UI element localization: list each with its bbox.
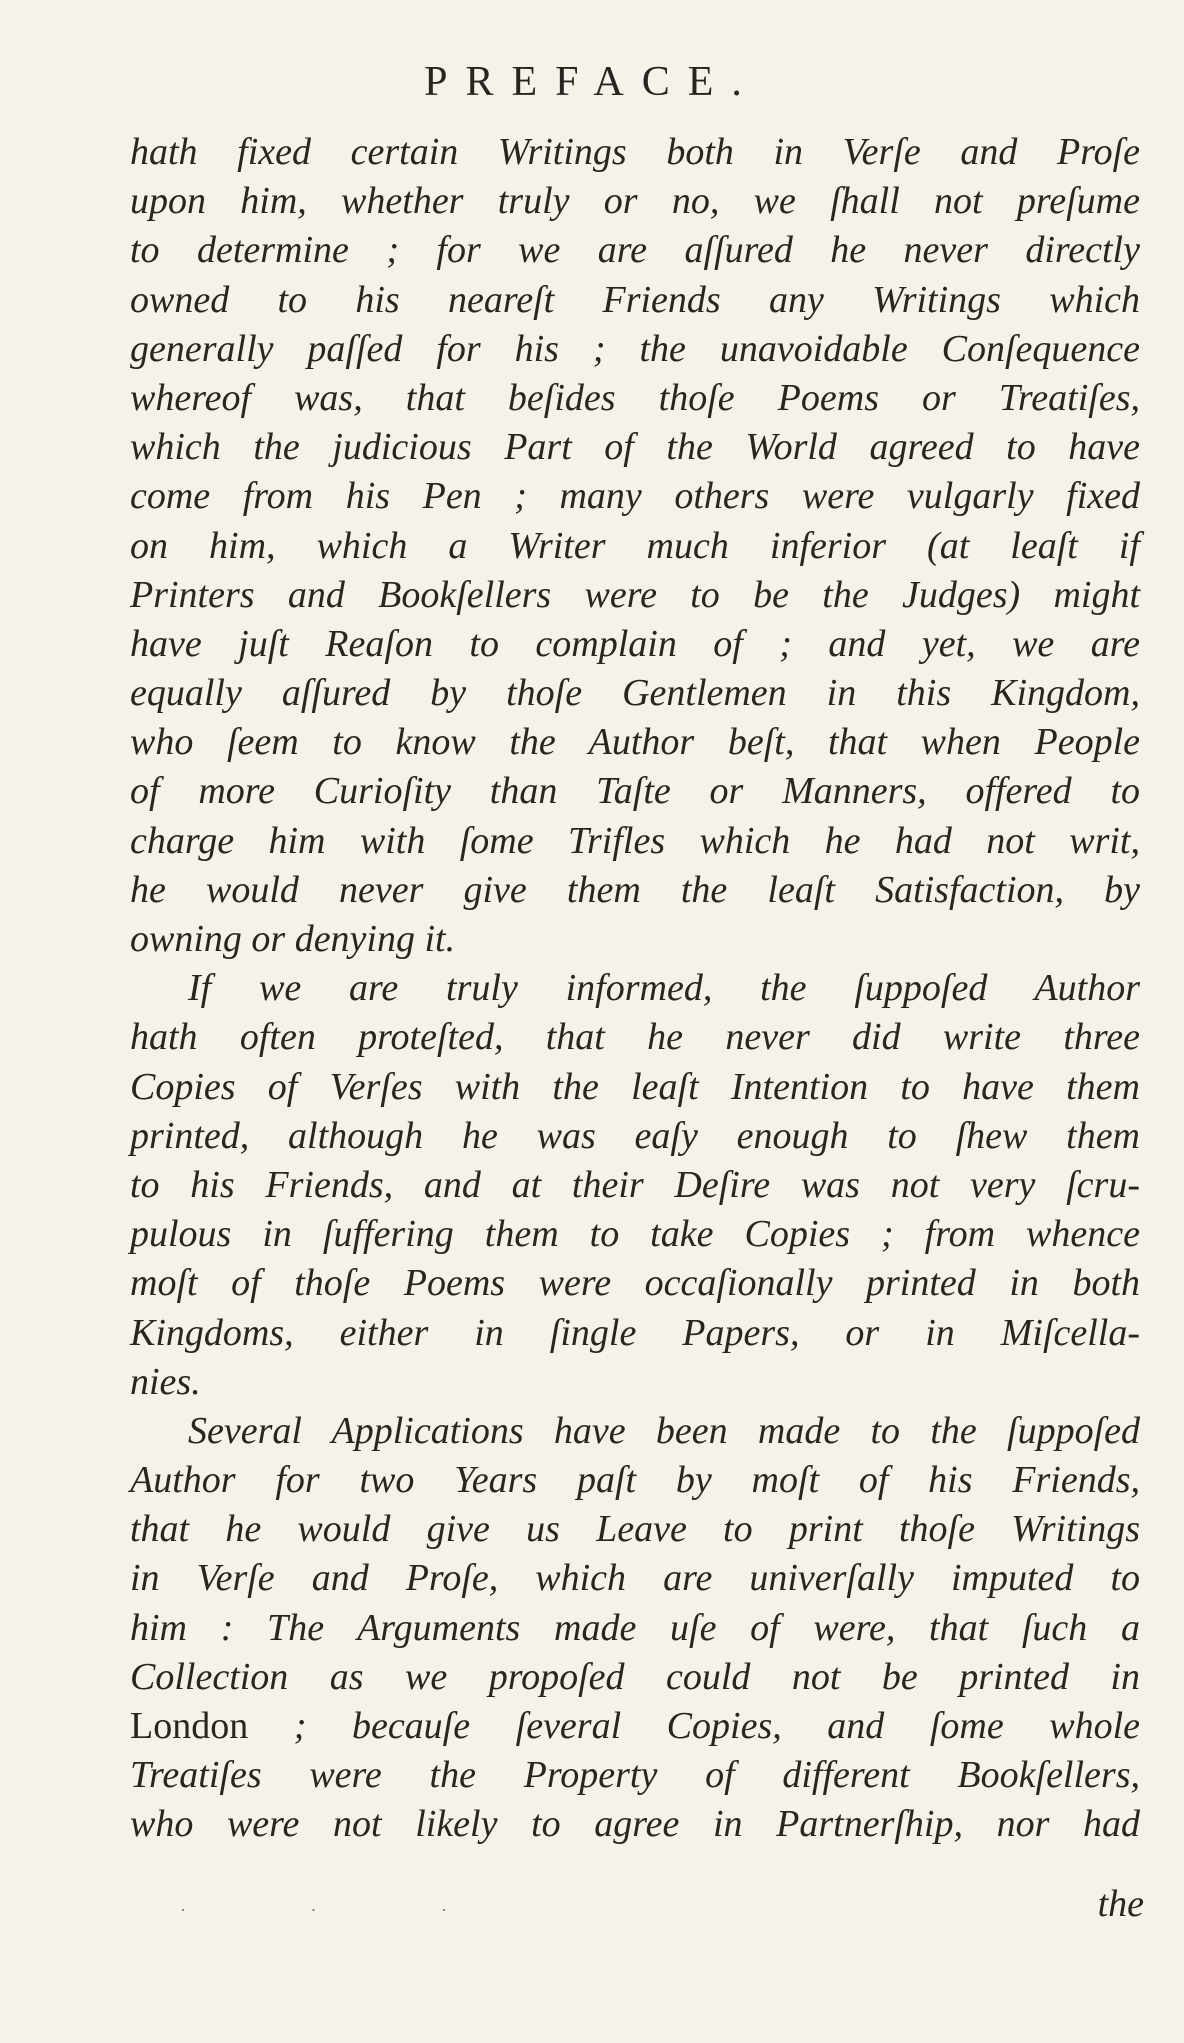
text-line: Author for two Years paſt by moſt of his Friends,: [130, 1459, 1140, 1502]
text-line: to his Friends, and at their Deſire was not very ſcru-: [130, 1163, 1140, 1206]
text-line: to determine ; for we are aſſured he never directly: [130, 229, 1140, 272]
text-line: owned to his neareſt Friends any Writings which: [130, 278, 1140, 321]
text-line: of more Curioſity than Taſte or Manners, offered to: [130, 770, 1140, 813]
text-line: owning or denying it.: [130, 918, 456, 960]
text-line: Several Applications have been made to the ſuppoſed: [188, 1409, 1140, 1452]
text-line: printed, although he was eaſy enough to ſhew them: [130, 1114, 1140, 1157]
roman-word: London: [130, 1705, 249, 1747]
paper-specks: · · ·: [180, 1900, 507, 1920]
text-line: hath fixed certain Writings both in Verſe and Proſe: [130, 131, 1140, 173]
text-line: equally aſſured by thoſe Gentlemen in this Kingdom,: [130, 672, 1140, 715]
text-line: nies.: [130, 1360, 201, 1403]
text-line: Collection as we propoſed could not be printed in: [130, 1655, 1140, 1698]
catchword: the: [1097, 1883, 1144, 1925]
running-head: PREFACE.: [424, 59, 760, 105]
text-line: Printers and Bookſellers were to be the Judges) might: [130, 573, 1140, 616]
text-line: Treatiſes were the Property of different Bookſellers,: [130, 1754, 1140, 1797]
text-line: who ſeem to know the Author beſt, that when People: [130, 721, 1140, 764]
text-line: he would never give them the leaſt Satisfaction, by: [130, 868, 1140, 911]
text-line: Copies of Verſes with the leaſt Intention to have them: [130, 1065, 1140, 1108]
text-line: Kingdoms, either in ſingle Papers, or in Miſcella-: [130, 1311, 1140, 1354]
text-line: in Verſe and Proſe, which are univerſally imputed to: [130, 1557, 1140, 1600]
text-line: who were not likely to agree in Partnerſhip, nor had: [130, 1803, 1140, 1846]
text-line: have juſt Reaſon to complain of ; and yet, we are: [130, 622, 1140, 665]
text-line: him : The Arguments made uſe of were, that ſuch a: [130, 1606, 1140, 1649]
text-line: on him, which a Writer much inferior (at leaſt if: [130, 524, 1140, 567]
text-line: charge him with ſome Trifles which he had not writ,: [130, 819, 1140, 862]
text-line: pulous in ſuffering them to take Copies ; from whence: [130, 1213, 1140, 1256]
text-line: If we are truly informed, the ſuppoſed Author: [188, 967, 1140, 1010]
text-line: moſt of thoſe Poems were occaſionally printed in both: [130, 1262, 1140, 1305]
text-line: that he would give us Leave to print thoſe Writings: [130, 1508, 1140, 1551]
text-line: generally paſſed for his ; the unavoidable Conſequence: [130, 327, 1140, 370]
text-line: come from his Pen ; many others were vulgarly fixed: [130, 475, 1140, 518]
text-line: which the judicious Part of the World agreed to have: [130, 426, 1140, 469]
text-line: whereof was, that beſides thoſe Poems or Treatiſes,: [130, 376, 1140, 419]
text-line: hath often proteſted, that he never did write three: [130, 1016, 1140, 1059]
text-line: upon him, whether truly or no, we ſhall not preſume: [130, 180, 1140, 223]
body-text: [130, 128, 1140, 1850]
text-line: London ; becauſe ſeveral Copies, and ſome whole: [130, 1705, 1140, 1747]
